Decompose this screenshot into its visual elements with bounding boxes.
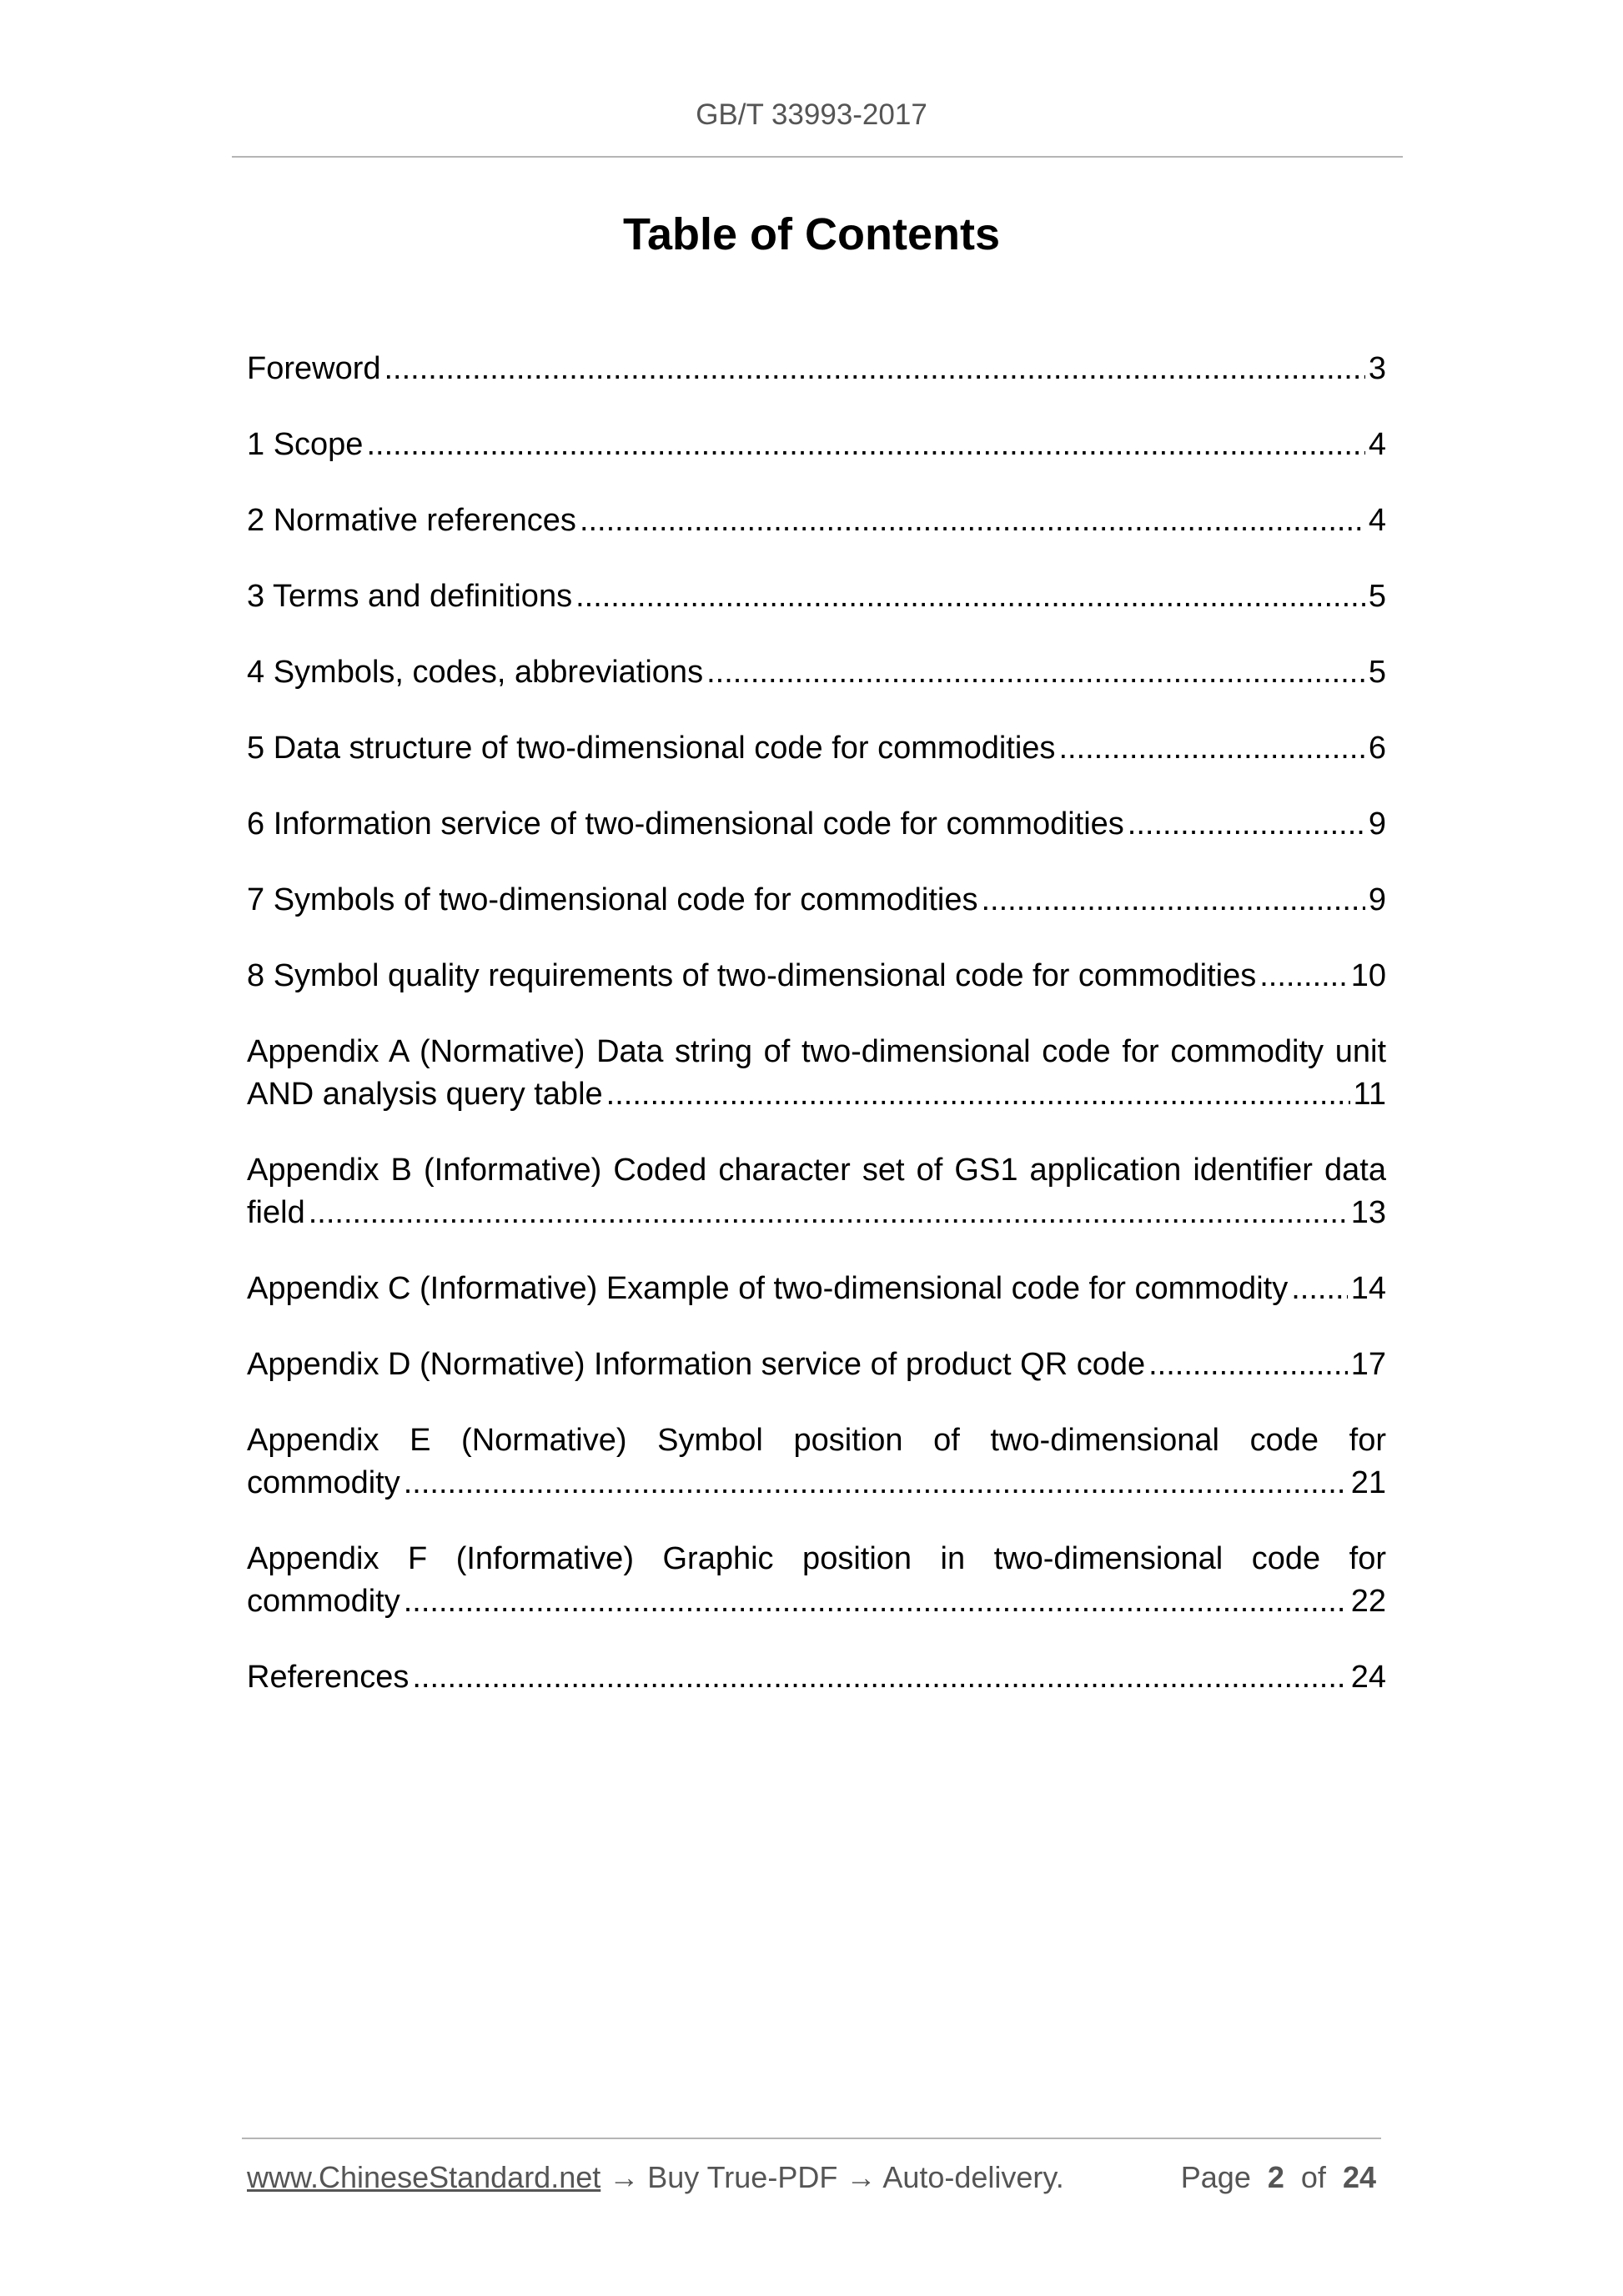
toc-entry-appendix-a[interactable] [247,1031,1386,1116]
page-indicator [1181,2160,1376,2195]
footer-divider [242,2138,1381,2139]
toc-line [247,651,1386,694]
toc-page-number: 22 [1350,1584,1386,1619]
dot-leader [580,500,1365,542]
toc-entry-title: 3 Terms and definitions [247,579,573,614]
dot-leader [1128,803,1365,846]
toc-entry-scope[interactable] [247,424,1386,466]
toc-line [247,1656,1386,1699]
toc-entry-title-line2: commodity [247,1465,400,1500]
toc-entry-appendix-b[interactable] [247,1149,1386,1234]
page-label: Page [1180,2160,1251,2194]
toc-line [247,1268,1386,1310]
dot-leader [1291,1268,1348,1310]
toc-page-number: 9 [1368,806,1386,842]
toc-entry-title: 5 Data structure of two-dimensional code for commodities [247,731,1056,766]
toc-page-number: 14 [1350,1271,1386,1306]
toc-page-number: 4 [1368,503,1386,538]
dot-leader [575,575,1365,618]
toc-entry-title: 6 Information service of two-dimensional code for commodities [247,806,1124,842]
footer-tagline: → Buy True-PDF → Auto-delivery. [600,2160,1064,2194]
toc-page-number: 6 [1368,731,1386,766]
website-link[interactable]: www.ChineseStandard.net [247,2160,601,2194]
toc-entry-title: 8 Symbol quality requirements of two-dimensional code for commodities [247,958,1257,993]
toc-entry-appendix-e[interactable] [247,1419,1386,1505]
toc-page-number: 17 [1350,1347,1386,1382]
toc-entry-title: Appendix D (Normative) Information service of product QR code [247,1347,1146,1382]
toc-page-number: 21 [1350,1465,1386,1500]
toc-line [247,1580,1386,1623]
dot-leader [366,424,1364,466]
toc-line [247,803,1386,846]
toc-page-number: 13 [1350,1195,1386,1230]
page-title: Table of Contents [623,209,1000,259]
toc-entry-data-structure[interactable] [247,727,1386,770]
toc-page-number: 5 [1368,655,1386,690]
toc-page-number: 9 [1368,882,1386,917]
toc-entry-appendix-c[interactable] [247,1268,1386,1310]
toc-entry-terms-definitions[interactable] [247,575,1386,618]
toc-line [247,348,1386,390]
dot-leader [1148,1344,1348,1386]
toc-entry-title-line2: commodity [247,1584,400,1619]
toc-entry-title: 7 Symbols of two-dimensional code for commodities [247,882,978,917]
toc-entry-foreword[interactable] [247,348,1386,390]
toc-line [247,575,1386,618]
toc-line [247,1073,1386,1116]
toc-page-number: 4 [1368,427,1386,462]
toc-entry-title: 4 Symbols, codes, abbreviations [247,655,704,690]
toc-line [247,1462,1386,1505]
toc-page-number: 11 [1353,1077,1386,1112]
toc-line [247,955,1386,997]
toc-entry-symbols-codes[interactable] [247,651,1386,694]
toc-line [247,879,1386,922]
toc-entry-symbols-of-code[interactable] [247,879,1386,922]
current-page-number: 2 [1267,2160,1284,2194]
dot-leader [309,1192,1348,1234]
toc-line [247,1344,1386,1386]
toc-entry-title-line1: Appendix B (Informative) Coded character set of GS1 application identifier data [247,1153,1386,1188]
dot-leader [412,1656,1347,1699]
dot-leader [1058,727,1364,770]
header-divider [232,156,1403,158]
toc-entry-title-line1: Appendix F (Informative) Graphic position in two-dimensional code for [247,1541,1386,1576]
toc-entry-normative-references[interactable] [247,500,1386,542]
toc-page-number: 10 [1350,958,1386,993]
toc-page-number: 5 [1368,579,1386,614]
dot-leader [606,1073,1350,1116]
toc-entry-symbol-quality[interactable] [247,955,1386,997]
toc-entry-appendix-f[interactable] [247,1538,1386,1623]
toc-entry-title-line1: Appendix E (Normative) Symbol position of two-dimensional code for [247,1423,1386,1458]
dot-leader [982,879,1365,922]
toc-line [247,727,1386,770]
toc-line [247,424,1386,466]
toc-entry-references[interactable] [247,1656,1386,1699]
toc-entry-title: 1 Scope [247,427,364,462]
of-label: of [1300,2160,1326,2194]
document-code: GB/T 33993-2017 [696,98,927,131]
toc-entry-title: 2 Normative references [247,503,576,538]
toc-page-number: 3 [1368,351,1386,386]
toc-entry-title: References [247,1660,410,1695]
dot-leader [706,651,1365,694]
toc-page-number: 24 [1350,1660,1386,1695]
toc-entry-information-service[interactable] [247,803,1386,846]
dot-leader [404,1462,1348,1505]
toc-entry-appendix-d[interactable] [247,1344,1386,1386]
total-pages-number: 24 [1342,2160,1376,2194]
toc-entry-title: Appendix C (Informative) Example of two-dimensional code for commodity [247,1271,1289,1306]
toc-line [247,1192,1386,1234]
toc-entry-title-line1: Appendix A (Normative) Data string of two-dimensional code for commodity unit [247,1034,1386,1069]
toc-line [247,500,1386,542]
dot-leader [384,348,1365,390]
table-of-contents [247,348,1386,1732]
toc-entry-title-line2: field [247,1195,305,1230]
dot-leader [404,1580,1348,1623]
dot-leader [1259,955,1348,997]
toc-entry-title: Foreword [247,351,381,386]
toc-entry-title-line2: AND analysis query table [247,1077,603,1112]
footer-promo [247,2160,1064,2195]
